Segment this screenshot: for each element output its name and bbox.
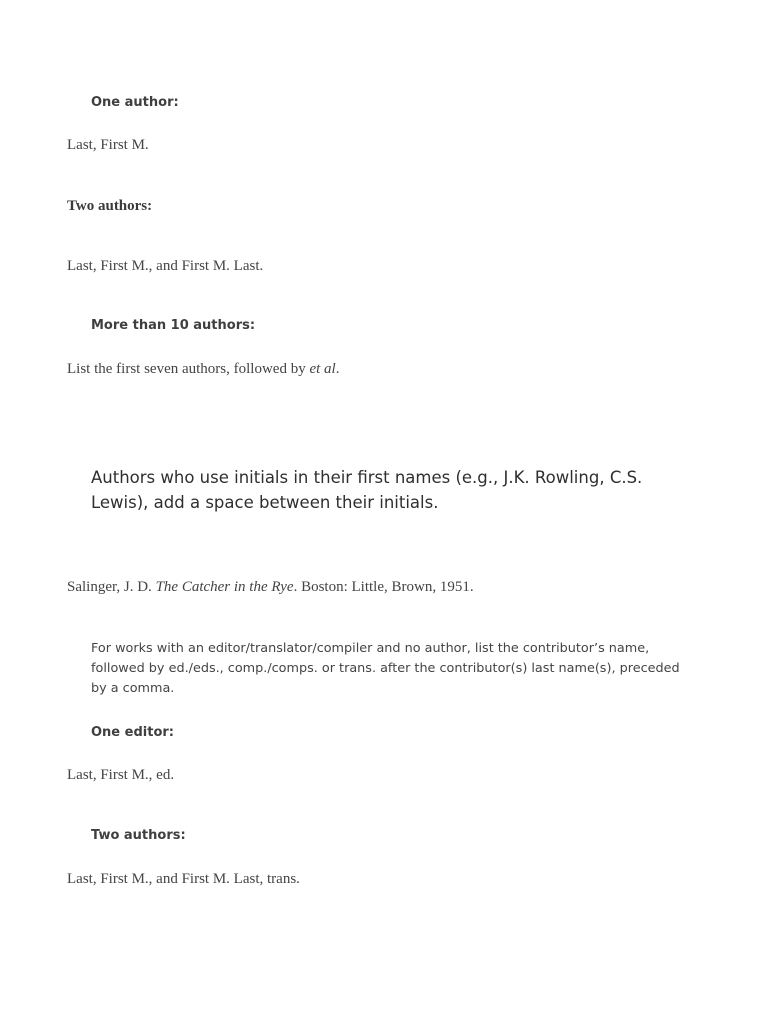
two-authors-example: Last, First M., and First M. Last. [67, 258, 264, 274]
two-authors-heading: Two authors: [67, 198, 153, 214]
et-al-italic: et al [309, 361, 336, 377]
example-period: . [335, 361, 340, 377]
example-text: List the first seven authors, followed by [67, 361, 310, 377]
more-than-10-authors-heading: More than 10 authors: [91, 318, 256, 333]
one-editor-heading: One editor: [91, 725, 174, 740]
editor-note: For works with an editor/translator/compiler and no author, list the contributor’s name, followed by ed./eds., comp./comps. or trans. after the contributor(s) last name(s), preceded by a comma. [91, 641, 680, 696]
one-editor-example: Last, First M., ed. [67, 767, 175, 783]
example-publication: . Boston: Little, Brown, 1951. [293, 579, 474, 595]
initials-example [67, 579, 474, 596]
one-author-example: Last, First M. [67, 137, 149, 153]
example-author: Salinger, J. D. [67, 579, 156, 595]
two-translators-heading: Two authors: [91, 828, 186, 843]
one-author-heading: One author: [91, 95, 179, 110]
more-than-10-authors-example [67, 361, 339, 378]
book-title-italic: The Catcher in the Rye [155, 579, 294, 595]
two-translators-example: Last, First M., and First M. Last, trans. [67, 871, 300, 887]
initials-note: Authors who use initials in their first names (e.g., J.K. Rowling, C.S. Lewis), add a space between their initials. [91, 468, 643, 512]
